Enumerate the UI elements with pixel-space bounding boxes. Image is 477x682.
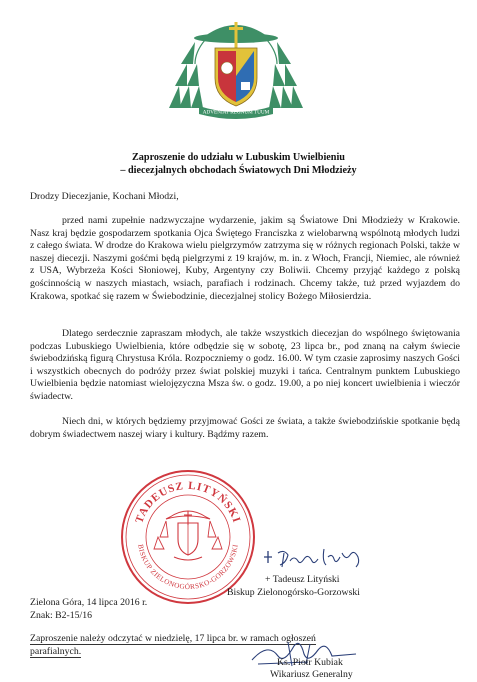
document-title-line-1: Zaproszenie do udziału w Lubuskim Uwielbieniu [132, 152, 345, 163]
footer-note-text: Zaproszenie należy odczytać w niedzielę, 17 lipca br. w ramach ogłoszeń [30, 633, 316, 644]
seal-name: TADEUSZ LITYŃSKI [133, 479, 243, 525]
footer-note-text-2: parafialnych. [30, 646, 82, 657]
document-reference: Znak: B2-15/16 [30, 610, 93, 621]
signatory-name: + Tadeusz Lityński [265, 574, 340, 585]
signatory-title: Biskup Zielonogórsko-Gorzowski [227, 587, 360, 598]
bishop-handwritten-signature [262, 543, 364, 571]
vicar-name: Ks. Piotr Kubiak [277, 657, 343, 668]
bishop-seal-stamp [118, 467, 258, 607]
salutation: Drodzy Diecezjanie, Kochani Młodzi, [30, 191, 179, 202]
document-title-line-2: – diecezjalnych obchodach Światowych Dni Młodzieży [120, 165, 357, 176]
coat-of-arms-motto: ADVENIAT REGNUM TUUM [202, 109, 270, 116]
coat-of-arms-emblem [165, 6, 307, 124]
vicar-title: Wikariusz Generalny [270, 669, 353, 680]
place-and-date: Zielona Góra, 14 lipca 2016 r. [30, 597, 148, 608]
paragraph-1: przed nami zupełnie nadzwyczajne wydarzenie, jakim są Światowe Dni Młodzieży w Krakowie. Nasz kraj będzie gospodarzem spotkania Ojca Świętego Franciszka z wielobarwną wspólnotą młodych ludzi z całego świata. W drodze do Krakowa wielu pielgrzymów zatrzyma się w różnych regionach Polski, także w naszej diecezji. Naszymi gośćmi będą pielgrzymi z 19 krajów, m. in. z Włoch, Francji, Niemiec, ale również z USA, Wybrzeża Kości Słoniowej, Kuby, Argentyny czy Boliwii. Chcemy przyjąć każdego z polską gościnnością w naszych miastach, wsiach, parafiach i rodzinach. Chcemy także, tuż przed wyjazdem do Krakowa, spotkać się razem w Świebodzinie, diecezjalnej stolicy Bożego Miłosierdzia. [30, 215, 460, 302]
footer-note-line-2 [30, 646, 81, 659]
paragraph-2: Dlatego serdecznie zapraszam młodych, ale także wszystkich diecezjan do wspólnego świętowania podczas Lubuskiego Uwielbienia, które odbędzie się w sobotę, 23 lipca br., pod znaną na całym świecie świebodzińską figurą Chrystusa Króla. Rozpoczniemy o godz. 16.00. W tym czasie zaprosimy naszych Gości i wszystkich obecnych do podróży przez świat polskiej muzyki i tańca. Centralnym punktem Lubuskiego Uwielbienia będzie natomiast wielojęzyczna Msza św. o godz. 19.00, a po niej koncert uwielbienia i wieczór świadectw. [30, 328, 460, 402]
seal-subtitle: BISKUP ZIELONOGÓRSKO-GORZOWSKI [136, 543, 240, 592]
paragraph-3: Niech dni, w których będziemy przyjmować Gości ze świata, a także świebodzińskie spotkanie będą dobrym świadectwem naszej wiary i kultury. Bądźmy razem. [30, 416, 460, 440]
